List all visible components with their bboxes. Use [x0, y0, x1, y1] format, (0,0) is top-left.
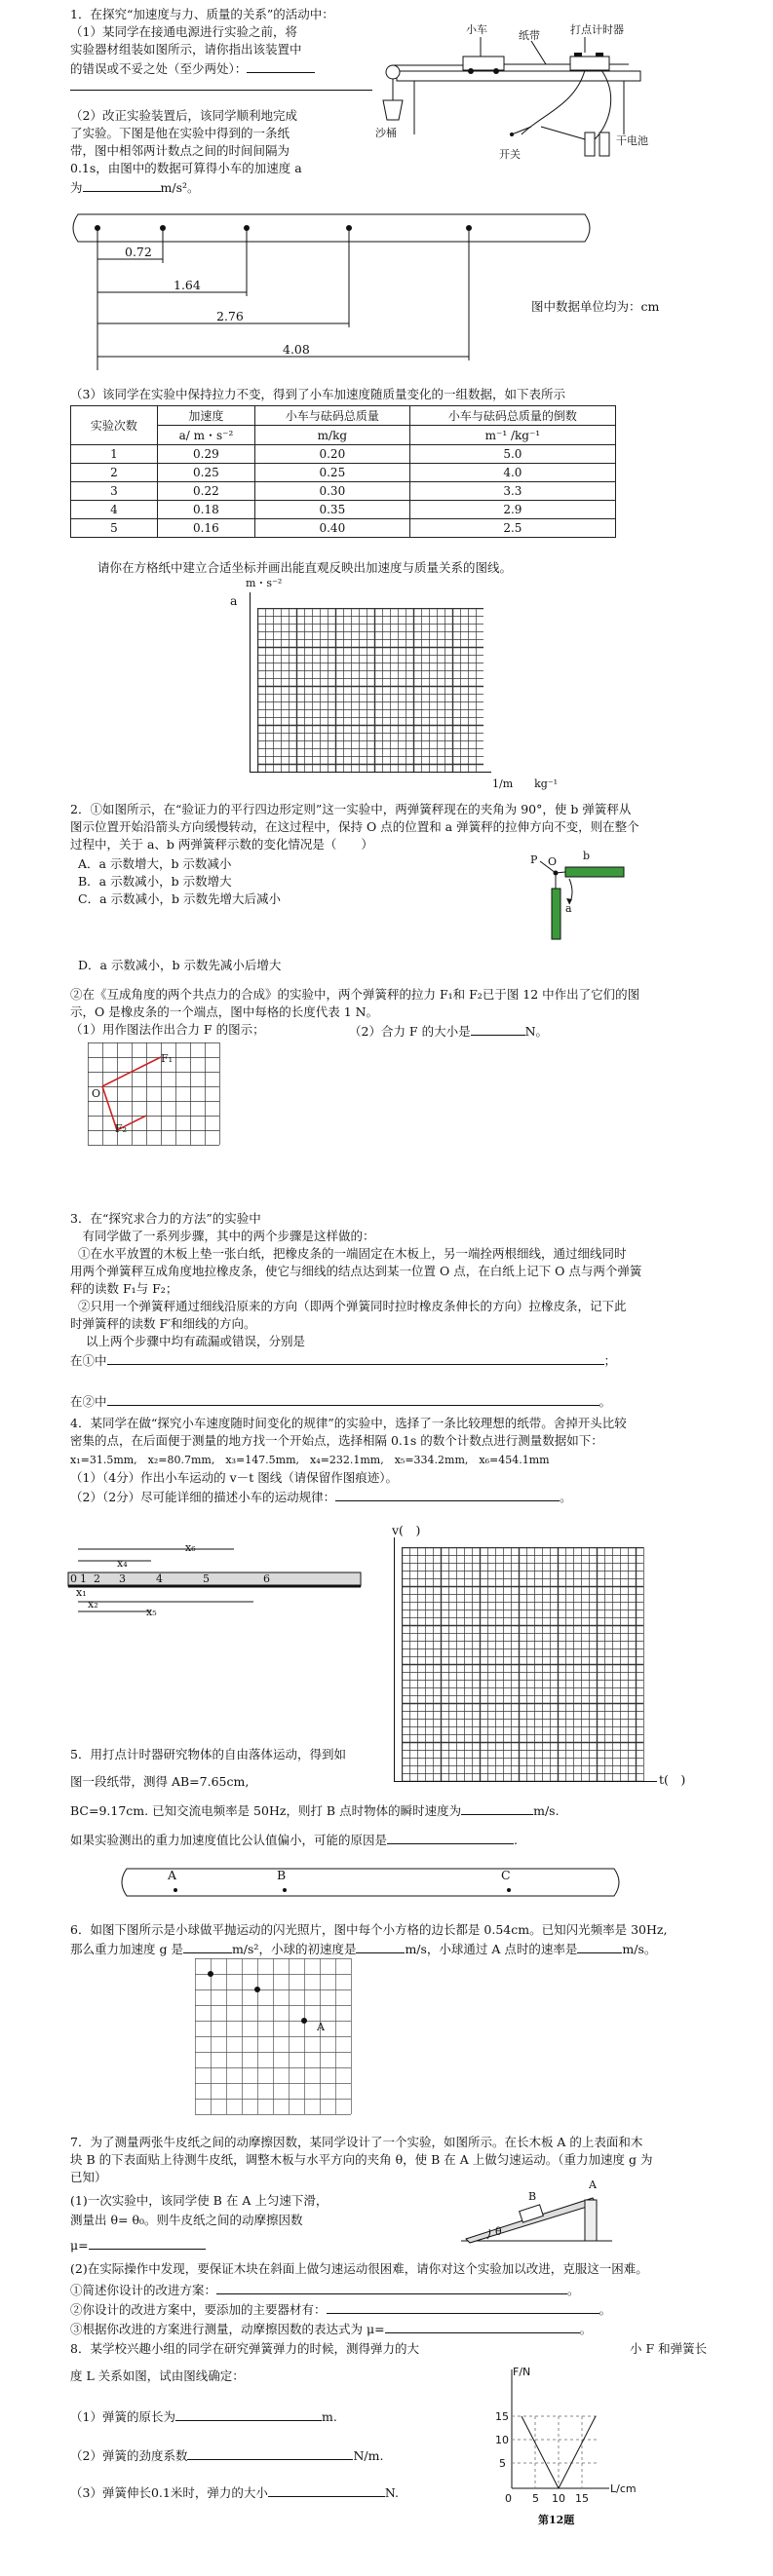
- table-unit: a/ m・s⁻²: [157, 426, 254, 445]
- table-row: [71, 482, 616, 501]
- q8-answer-1: （1）弹簧的原长为 m.: [70, 2406, 337, 2425]
- q7-line: 7．为了测量两张牛皮纸之间的动摩擦因数，某同学设计了一个实验，如图所示。在长木板 A 的上表面和木: [70, 2135, 643, 2149]
- table-cell: 5.0: [409, 445, 615, 464]
- q2-s2-line: 示，O 是橡皮条的一个端点，图中每格的长度代表 1 N。: [70, 1004, 379, 1019]
- q7-answer-equipment: ②你设计的改进方案中，要添加的主要器材有： 。: [70, 2299, 611, 2318]
- tape-point-b: B: [277, 1868, 287, 1882]
- projectile-grid-figure: [195, 1958, 361, 2124]
- answer-blank[interactable]: [107, 1350, 604, 1365]
- table-cell: 0.40: [254, 519, 409, 538]
- incline-figure: [456, 2175, 622, 2249]
- q7-answer-expression: ③根据你改进的方案进行测量，动摩擦因数的表达式为 μ= 。: [70, 2319, 592, 2337]
- grid-label-o: O: [92, 1087, 101, 1100]
- answer-blank[interactable]: [327, 2299, 599, 2314]
- table-cell: 3: [71, 482, 158, 501]
- table-header: 小车与砝码总质量的倒数: [409, 406, 615, 426]
- q8-answer-3: （3）弹簧伸长0.1米时，弹力的大小 N.: [70, 2482, 399, 2501]
- q4-line: （2）（2分）尽可能详细的描述小车的运动规律： 。: [70, 1487, 572, 1505]
- label-tape: 纸带: [519, 29, 540, 42]
- answer-blank[interactable]: [461, 1800, 533, 1815]
- answer-blank[interactable]: [577, 1939, 622, 1953]
- fig-label-b: b: [583, 850, 591, 862]
- answer-blank[interactable]: [247, 58, 315, 73]
- q6-line: 那么重力加速度 g 是 m/s²，小球的初速度是 m/s，小球通过 A 点时的速率是 m/s。: [70, 1939, 656, 1957]
- graph-instruction: 请你在方格纸中建立合适坐标并画出能直观反映出加速度与质量关系的图线。: [97, 560, 513, 575]
- graph-xtick: 0: [505, 2492, 512, 2505]
- vt-axis-y: [394, 1537, 395, 1781]
- graph-ytick: 15: [495, 2410, 509, 2423]
- q7-line: 已知）: [70, 2170, 107, 2184]
- graph-y-label: a: [230, 593, 238, 608]
- q2-line: 2．①如图所示，在“验证力的平行四边形定则”这一实验中，两弹簧秤现在的夹角为 90°，使 b 弹簧秤从: [70, 802, 632, 816]
- q2-s2-line: （1）用作图法作出合力 F 的图示；: [70, 1022, 265, 1037]
- tape-point: 6: [263, 1572, 270, 1585]
- q4-tape-figure: [58, 1543, 370, 1621]
- projectile-dot: [254, 1987, 260, 1992]
- tape-point: 2: [94, 1572, 100, 1585]
- q3-line: 3．在“探究求合力的方法”的实验中: [70, 1211, 261, 1226]
- grid-label-f1: F₁: [161, 1052, 174, 1065]
- tape-x-label: x₂: [88, 1598, 98, 1610]
- q3-line: 秤的读数 F₁与 F₂；: [70, 1281, 178, 1296]
- q5-tape-figure: [117, 1861, 634, 1910]
- q3-line: 用两个弹簧秤互成角度地拉橡皮条，使它与细线的结点达到某一位置 O 点，在白纸上记下 O 点与两个弹簧: [70, 1264, 642, 1278]
- fig-label-o: O: [548, 855, 558, 868]
- q5-line: BC=9.17cm. 已知交流电频率是 50Hz，则打 B 点时物体的瞬时速度为 m/s.: [70, 1800, 560, 1819]
- q1-p1-line: 实验器材组装如图所示，请你指出该装置中: [70, 42, 302, 57]
- graph-y-axis: [250, 592, 251, 772]
- q2-line: 过程中，关于 a、b 两弹簧秤示数的变化情况是（ ）: [70, 837, 373, 852]
- answer-blank[interactable]: [356, 1939, 405, 1953]
- graph-xtick: 15: [575, 2492, 589, 2505]
- q8-answer-2: （2）弹簧的劲度系数 N/m.: [70, 2445, 383, 2464]
- q1-p2-line: 0.1s，由图中的数据可算得小车的加速度 a: [70, 161, 302, 175]
- incline-label-a: A: [589, 2178, 597, 2191]
- table-cell: 4.0: [409, 464, 615, 482]
- fig-label-p: P: [530, 853, 538, 866]
- label-battery: 干电池: [616, 134, 648, 147]
- table-row: [71, 445, 616, 464]
- table-cell: 0.29: [157, 445, 254, 464]
- table-cell: 0.30: [254, 482, 409, 501]
- answer-blank[interactable]: [187, 2445, 353, 2460]
- table-cell: 1: [71, 445, 158, 464]
- tape-point: 5: [203, 1572, 210, 1585]
- answer-blank[interactable]: [175, 2406, 322, 2421]
- answer-blank[interactable]: [471, 1021, 525, 1036]
- label-car: 小车: [466, 23, 487, 36]
- q8-line: 8．某学校兴趣小组的同学在研究弹簧弹力的时候，测得弹力的大: [70, 2341, 419, 2356]
- q3-line: ①在水平放置的木板上垫一张白纸，把橡皮条的一端固定在木板上，另一端拴两根细线，通过细线同时: [78, 1246, 627, 1261]
- q7-line: (2)在实际操作中发现，要保证木块在斜面上做匀速运动很困难，请你对这个实验加以改进，克服这一困难。: [70, 2261, 648, 2276]
- q3-answer-1: 在①中 ；: [70, 1350, 616, 1369]
- table-cell: 2.9: [409, 501, 615, 519]
- tape-point-c: C: [501, 1868, 511, 1882]
- q3-answer-2: 在②中 。: [70, 1391, 611, 1410]
- q3-line: 以上两个步骤中均有疏漏或错误，分别是: [86, 1334, 306, 1348]
- q2-option-d[interactable]: D．a 示数减小，b 示数先减小后增大: [78, 958, 282, 972]
- incline-label-theta: θ: [495, 2225, 502, 2238]
- tape-point: 0: [70, 1572, 77, 1585]
- table-cell: 0.35: [254, 501, 409, 519]
- graph-xtick: 10: [552, 2492, 565, 2505]
- force-grid-figure[interactable]: [88, 1042, 224, 1159]
- table-header: 实验次数: [71, 406, 158, 445]
- tape-point-a: A: [168, 1868, 177, 1882]
- tape-dim: 2.76: [216, 309, 244, 323]
- graph-y-label: F/N: [513, 2366, 531, 2378]
- table-cell: 0.22: [157, 482, 254, 501]
- q1-p2-line: 带，图中相邻两计数点之间的时间间隔为: [70, 143, 290, 158]
- vt-t-axis: t( ): [659, 1772, 686, 1787]
- q4-line: 密集的点，在后面便于测量的地方找一个开始点，选择相隔 0.1s 的数个计数点进行测量数据如下：: [70, 1433, 603, 1448]
- vt-graph-grid[interactable]: [402, 1547, 645, 1781]
- table-header: 加速度: [157, 406, 254, 426]
- tape-dim: 0.72: [125, 245, 152, 259]
- q4-line: （1）（4分）作出小车运动的 v－t 图线（请保留作图痕迹）。: [70, 1470, 398, 1485]
- table-row: [71, 519, 616, 538]
- tape-unit-note: 图中数据单位均为：cm: [531, 299, 660, 314]
- spring-scale-figure: [526, 850, 643, 957]
- graph-x-axis: [250, 772, 491, 773]
- table-cell: 0.20: [254, 445, 409, 464]
- q1-p3-intro: （3）该同学在实验中保持拉力不变，得到了小车加速度随质量变化的一组数据，如下表所示: [70, 387, 565, 401]
- q8-line: 小 F 和弹簧长: [630, 2341, 708, 2356]
- answer-line[interactable]: [70, 90, 372, 91]
- projectile-point-a: A: [317, 2021, 325, 2033]
- tape-point: 4: [156, 1572, 163, 1585]
- vt-axis-x: [394, 1781, 657, 1782]
- q2-option-a[interactable]: A．a 示数增大，b 示数减小: [78, 856, 232, 871]
- projectile-dot: [208, 1971, 213, 1977]
- q1-p1-line: 的错误或不妥之处（至少两处）：: [70, 58, 315, 77]
- q2-option-c[interactable]: C．a 示数减小，b 示数先增大后减小: [78, 891, 281, 906]
- graph-y-unit: m・s⁻²: [246, 577, 283, 589]
- grid-label-f2: F₂: [115, 1122, 128, 1135]
- graph-x-label: L/cm: [610, 2482, 637, 2495]
- table-row: [71, 501, 616, 519]
- graph-xtick: 5: [532, 2492, 539, 2505]
- table-cell: 2.5: [409, 519, 615, 538]
- q7-line: 测量出 θ= θ₀。则牛皮纸之间的动摩擦因数: [70, 2213, 303, 2227]
- tape-dim: 4.08: [283, 342, 310, 357]
- answer-blank[interactable]: [89, 2235, 206, 2250]
- q1-p2-line: （2）改正实验装置后，该同学顺利地完成: [70, 108, 297, 123]
- graph-ytick: 5: [499, 2457, 506, 2470]
- q2-s2-line: ②在《互成角度的两个共点力的合成》的实验中，两个弹簧秤的拉力 F₁和 F₂已于图 12 中作出了它们的图: [70, 987, 640, 1002]
- q4-data-line: x₁=31.5mm, x₂=80.7mm, x₃=147.5mm, x₄=232.1mm, x₅=334.2mm, x₆=454.1mm: [70, 1454, 550, 1466]
- q5-line: 如果实验测出的重力加速度值比公认值偏小，可能的原因是 .: [70, 1830, 518, 1848]
- q1-p2-line: 了实验。下图是他在实验中得到的一条纸: [70, 126, 290, 140]
- table-cell: 0.25: [254, 464, 409, 482]
- table-unit: m⁻¹ /kg⁻¹: [409, 426, 615, 445]
- q7-line: 块 B 的下表面贴上待测牛皮纸，调整木板与水平方向的夹角 θ，使 B 在 A 上做匀速运动。（重力加速度 g 为: [70, 2152, 653, 2167]
- tape-x-label: x₅: [146, 1606, 157, 1618]
- fig-label-a: a: [565, 902, 572, 915]
- q1-title: 1．在探究“加速度与力、质量的关系”的活动中：: [70, 7, 334, 21]
- q5-line: 图一段纸带，测得 AB=7.65cm,: [70, 1774, 250, 1789]
- table-unit: m/kg: [254, 426, 409, 445]
- q6-line: 6．如图下图所示是小球做平抛运动的闪光照片，图中每个小方格的边长都是 0.54cm。已知闪光频率是 30Hz,: [70, 1922, 668, 1937]
- q2-line: 图示位置开始沿箭头方向缓慢转动，在这过程中，保持 O 点的位置和 a 弹簧秤的拉伸方向不变，则在整个: [70, 819, 639, 834]
- q4-line: 4．某同学在做“探究小车速度随时间变化的规律”的实验中，选择了一条比较理想的纸带。舍掉开头比较: [70, 1416, 627, 1430]
- q3-line: 有同学做了一系列步骤，其中的两个步骤是这样做的：: [70, 1229, 375, 1243]
- table-cell: 4: [71, 501, 158, 519]
- table-cell: 0.18: [157, 501, 254, 519]
- incline-label-b: B: [528, 2190, 537, 2203]
- table-header: 小车与砝码总质量: [254, 406, 409, 426]
- tape-x-label: x₄: [117, 1557, 128, 1570]
- q5-line: 5．用打点计时器研究物体的自由落体运动，得到如: [70, 1747, 346, 1762]
- table-cell: 0.25: [157, 464, 254, 482]
- table-cell: 0.16: [157, 519, 254, 538]
- answer-blank[interactable]: [385, 2319, 580, 2333]
- tape-point: 1: [80, 1572, 87, 1585]
- projectile-dot: [301, 2018, 307, 2024]
- answer-blank[interactable]: [216, 2280, 567, 2294]
- q3-line: ②只用一个弹簧秤通过细线沿原来的方向（即两个弹簧同时拉时橡皮条伸长的方向）拉橡皮条，记下此: [78, 1299, 627, 1313]
- q8-line: 度 L 关系如图，试由图线确定：: [70, 2368, 245, 2383]
- q3-line: 时弹簧秤的读数 F′和细线的方向。: [70, 1316, 256, 1331]
- answer-blank[interactable]: [335, 1487, 560, 1501]
- answer-blank[interactable]: [83, 177, 161, 192]
- table-cell: 2: [71, 464, 158, 482]
- vt-v-axis: v( ): [392, 1523, 421, 1537]
- q1-p1-line: （1）某同学在接通电源进行实验之前，将: [70, 24, 297, 39]
- tape-x-label: x₆: [185, 1541, 196, 1554]
- table-row: [71, 464, 616, 482]
- q1-p2-line: 为 m/s²。: [70, 177, 200, 196]
- figure-caption: 第12题: [538, 2514, 575, 2526]
- q7-line: (1)一次实验中，该同学使 B 在 A 上匀速下滑，: [70, 2193, 329, 2208]
- q7-answer-mu: μ=: [70, 2235, 206, 2254]
- label-timer: 打点计时器: [570, 23, 624, 36]
- data-table: [70, 405, 616, 538]
- table-header-row: [71, 406, 616, 426]
- graph-ytick: 10: [495, 2434, 509, 2446]
- q2-s2-answer: （2）合力 F 的大小是 N。: [349, 1021, 548, 1040]
- tape-point: 3: [119, 1572, 126, 1585]
- graph-x-label: 1/m kg⁻¹: [492, 777, 559, 790]
- paper-tape-figure: [58, 195, 604, 380]
- q1-graph-grid[interactable]: [257, 608, 483, 772]
- label-switch: 开关: [499, 148, 521, 161]
- answer-blank[interactable]: [387, 1830, 514, 1844]
- answer-blank[interactable]: [268, 2482, 385, 2497]
- label-sand-bucket: 沙桶: [375, 127, 397, 139]
- tape-dim: 1.64: [174, 278, 201, 292]
- table-cell: 3.3: [409, 482, 615, 501]
- answer-blank[interactable]: [107, 1391, 599, 1406]
- q2-option-b[interactable]: B．a 示数减小，b 示数增大: [78, 874, 232, 889]
- answer-blank[interactable]: [183, 1939, 232, 1953]
- table-cell: 5: [71, 519, 158, 538]
- tape-x-label: x₁: [76, 1586, 87, 1599]
- q7-answer-plan: ①简述你设计的改进方案： 。: [70, 2280, 580, 2298]
